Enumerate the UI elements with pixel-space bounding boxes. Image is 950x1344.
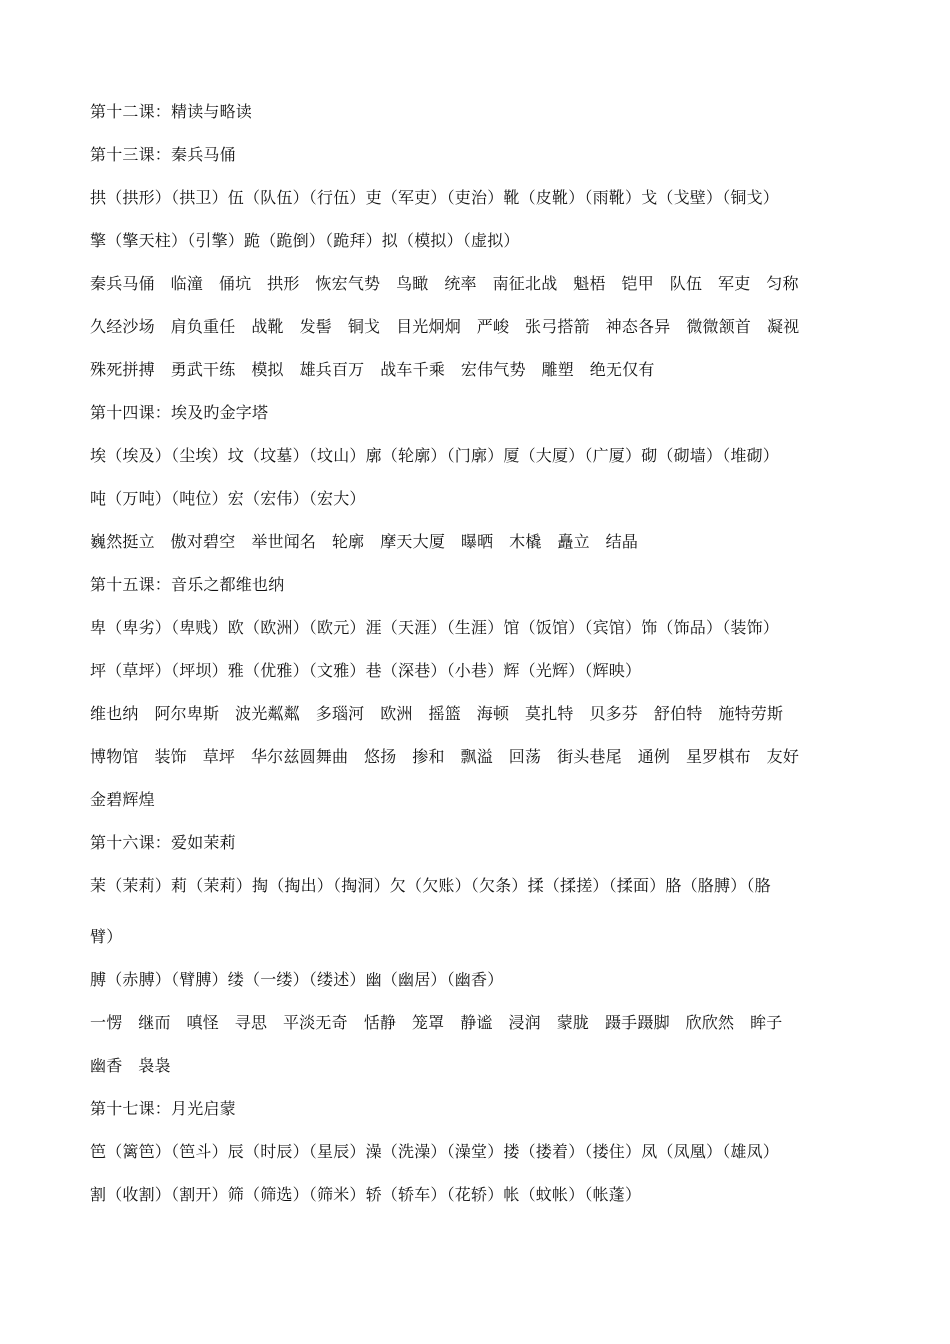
lesson-15-chars-line-2: 坪（草坪）（坪坝）雅（优雅）（文雅）巷（深巷）（小巷）辉（光辉）（辉映）	[90, 661, 642, 680]
lesson-14-title: 第十四课：埃及旳金字塔	[90, 403, 269, 422]
lesson-15-words-line-3: 金碧辉煌	[90, 790, 155, 809]
lesson-16-words-line-2: 幽香 袅袅	[90, 1056, 171, 1075]
lesson-13-title: 第十三课：秦兵马俑	[90, 145, 236, 164]
lesson-15-words-line-2: 博物馆 装饰 草坪 华尔兹圆舞曲 悠扬 掺和 飘溢 回荡 街头巷尾 通例 星罗棋布 友好	[90, 747, 800, 766]
lesson-16-chars-line-1: 茉（茉莉）莉（茉莉）掏（掏出）（掏洞）欠（欠账）（欠条）揉（揉搓）（揉面）胳（胳膊）（胳	[90, 876, 771, 895]
lesson-13-chars-line-1: 拱（拱形）（拱卫）伍（队伍）（行伍）吏（军吏）（吏治）靴（皮靴）（雨靴）戈（戈壁）（铜戈）	[90, 188, 780, 207]
lesson-16-chars-line-2: 膊（赤膊）（臂膊）缕（一缕）（缕述）幽（幽居）（幽香）	[90, 970, 504, 989]
lesson-15-title: 第十五课：音乐之都维也纳	[90, 575, 285, 594]
lesson-17-chars-line-1: 笆（篱笆）（笆斗）辰（时辰）（星辰）澡（洗澡）（澡堂）搂（搂着）（搂住）凤（凤凰）（雄凤）	[90, 1142, 780, 1161]
lesson-16-title: 第十六课：爱如茉莉	[90, 833, 236, 852]
lesson-16-chars-line-1-wrap: 臂）	[90, 927, 123, 946]
lesson-13-chars-line-2: 擎（擎天柱）（引擎）跪（跪倒）（跪拜）拟（模拟）（虚拟）	[90, 231, 520, 250]
lesson-17-chars-line-2: 割（收割）（割开）筛（筛选）（筛米）轿（轿车）（花轿）帐（蚊帐）（帐蓬）	[90, 1185, 642, 1204]
lesson-16-words-line-1: 一愣 继而 嗔怪 寻思 平淡无奇 恬静 笼罩 静谧 浸润 蒙胧 蹑手蹑脚 欣欣然 眸子	[90, 1013, 783, 1032]
lesson-12-title: 第十二课：精读与略读	[90, 102, 253, 121]
lesson-15-words-line-1: 维也纳 阿尔卑斯 波光粼粼 多瑙河 欧洲 摇篮 海顿 莫扎特 贝多芬 舒伯特 施特劳斯	[90, 704, 784, 723]
lesson-14-chars-line-2: 吨（万吨）（吨位）宏（宏伟）（宏大）	[90, 489, 366, 508]
lesson-13-words-line-3: 殊死拼搏 勇武干练 模拟 雄兵百万 战车千乘 宏伟气势 雕塑 绝无仅有	[90, 360, 655, 379]
lesson-13-words-line-2: 久经沙场 肩负重任 战靴 发髻 铜戈 目光炯炯 严峻 张弓搭箭 神态各异 微微颔首 凝视	[90, 317, 800, 336]
lesson-14-words-line-1: 巍然挺立 傲对碧空 举世闻名 轮廓 摩天大厦 曝晒 木橇 矗立 结晶	[90, 532, 639, 551]
lesson-17-title: 第十七课：月光启蒙	[90, 1099, 236, 1118]
lesson-15-chars-line-1: 卑（卑劣）（卑贱）欧（欧洲）（欧元）涯（天涯）（生涯）馆（饭馆）（宾馆）饰（饰品）（装饰）	[90, 618, 780, 637]
lesson-13-words-line-1: 秦兵马俑 临潼 俑坑 拱形 恢宏气势 鸟瞰 统率 南征北战 魁梧 铠甲 队伍 军吏 匀称	[90, 274, 799, 293]
lesson-14-chars-line-1: 埃（埃及）（尘埃）坟（坟墓）（坟山）廓（轮廓）（门廓）厦（大厦）（广厦）砌（砌墙）（堆砌）	[90, 446, 780, 465]
